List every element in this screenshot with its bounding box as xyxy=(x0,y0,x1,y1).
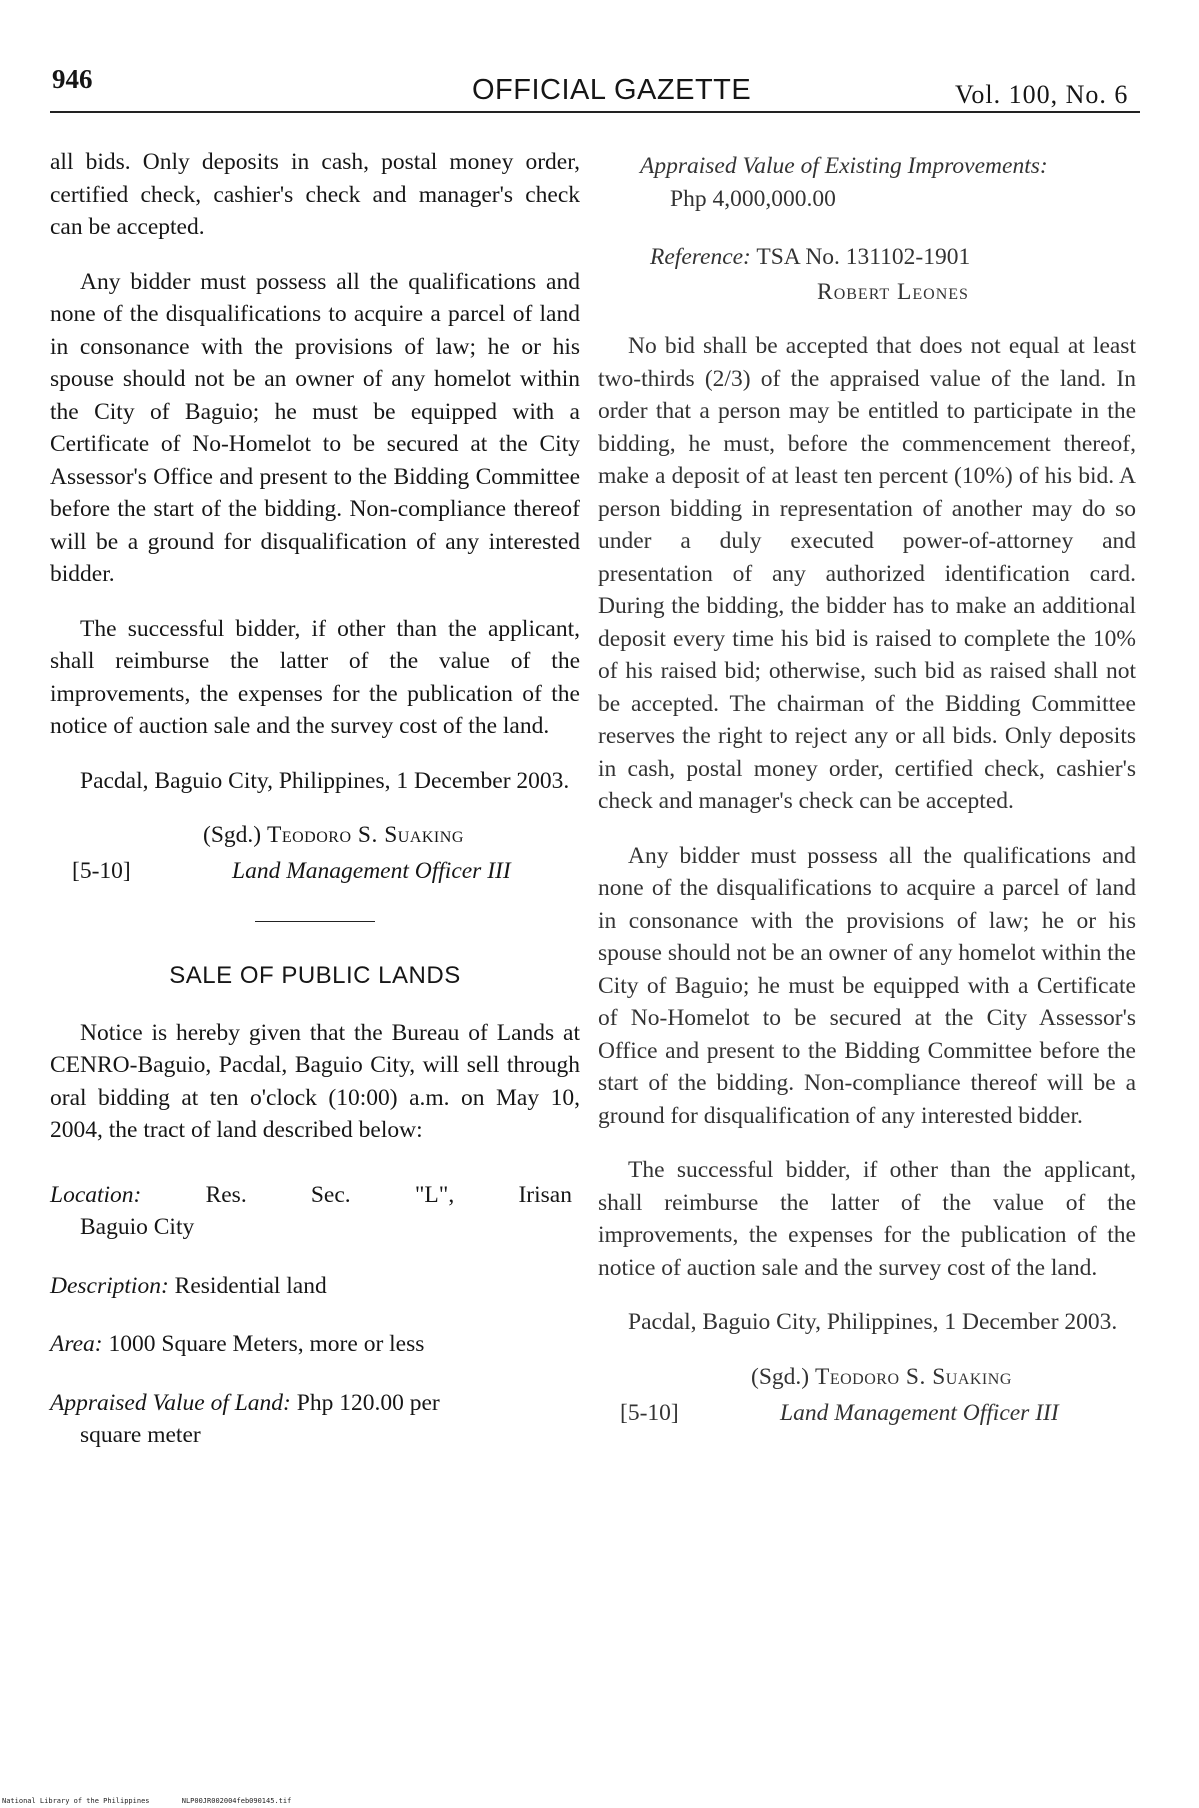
location-word-2: Sec. xyxy=(310,1181,351,1208)
left-paragraph-2: Any bidder must possess all the qualifications and none of the disqualifications to acquire a parcel of land in consonance with the provisions of law; he or his spouse should not be an owner of any homelot within the City of Baguio; he must be equipped with a Certificate of No-Homelot to be secured at the City Assessor's Office and present to the Bidding Committee before the start of the bidding. Non-compliance thereof will be a ground for disqualification of any interested bidder. xyxy=(50,268,580,587)
right-paragraph-1: No bid shall be accepted that does not equal at least two-thirds (2/3) of the appraised value of the land. In order that a person may be entitled to participate in the bidding, he must, before the commencement thereof, make a deposit of at least ten percent (10%) of his bid. A person bidding in representation of another may do so under a duly executed power-of-attorney and presentation of any authorized identification card. During the bidding, the bidder has to make an additional deposit every time his bid is raised to complete the 10% of his raised bid; otherwise, such bid as raised shall not be accepted. The chairman of the Bidding Committee reserves the right to reject any or all bids. Only deposits in cash, postal money order, certified check, cashier's check and manager's check can be accepted. xyxy=(598,333,1136,814)
section-title: SALE OF PUBLIC LANDS xyxy=(169,962,461,989)
right-officer-title: Land Management Officer III xyxy=(780,1399,1059,1426)
left-officer-title: Land Management Officer III xyxy=(232,858,511,884)
left-paragraph-1: all bids. Only deposits in cash, postal money order, certified check, cashier's check and manager's check can be accepted. xyxy=(50,149,580,240)
appraised-land-label: Appraised Value of Land: xyxy=(50,1389,291,1416)
right-reference-code: [5-10] xyxy=(620,1399,679,1426)
sgd-mark: (Sgd.) xyxy=(203,822,262,848)
area-value: 1000 Square Meters, more or less xyxy=(108,1331,425,1357)
section-separator xyxy=(255,921,375,922)
right-paragraph-2: Any bidder must possess all the qualifications and none of the disqualifications to acquire a parcel of land in consonance with the provisions of law; he or his spouse should not be an owner of any homelot within the City of Baguio; he must be equipped with a Certificate of No-Homelot to be secured at the City Assessor's Office and present to the Bidding Committee before the start of the bidding. Non-compliance thereof will be a ground for disqualification of any interested bidder. xyxy=(598,842,1136,1129)
page-title: OFFICIAL GAZETTE xyxy=(472,74,752,106)
right-signature-line xyxy=(751,1361,1012,1394)
right-signatory-name: Teodoro S. Suaking xyxy=(814,1363,1012,1390)
footer-file: NLP00JR002004feb090145.tif xyxy=(181,1797,292,1805)
notice-paragraph: Notice is hereby given that the Bureau of Lands at CENRO-Baguio, Pacdal, Baguio City, will sell through oral bidding at ten o'clock (10:00) a.m. on May 10, 2004, the tract of land described below: xyxy=(50,1019,580,1143)
appraised-land-field xyxy=(50,1387,580,1452)
appraised-improvements-label: Appraised Value of Existing Improvements: xyxy=(640,153,1048,179)
page-number: 946 xyxy=(52,64,93,94)
right-column xyxy=(598,150,1136,1447)
left-signature-line xyxy=(203,819,464,852)
reference-value: TSA No. 131102-1901 xyxy=(756,244,971,270)
left-paragraph-3: The successful bidder, if other than the applicant, shall reimburse the latter of the value of the improvements, the expenses for the publication of the notice of auction sale and the survey cost of the land. xyxy=(50,615,580,739)
location-field xyxy=(50,1179,580,1244)
reference-name: Robert Leones xyxy=(817,278,969,305)
location-label: Location: xyxy=(50,1181,142,1208)
area-label: Area: xyxy=(50,1331,103,1357)
scan-footer xyxy=(2,1797,319,1805)
description-label: Description: xyxy=(50,1272,169,1299)
description-value: Residential land xyxy=(174,1272,327,1299)
footer-library: National Library of the Philippines xyxy=(2,1797,150,1805)
location-cont: Baguio City xyxy=(80,1214,195,1240)
location-word-3: "L", xyxy=(414,1181,455,1208)
location-row xyxy=(50,1179,572,1212)
description-field xyxy=(50,1270,580,1303)
left-signature-block xyxy=(50,819,580,895)
signatory-name: Teodoro S. Suaking xyxy=(266,822,464,848)
volume-info: Vol. 100, No. 6 xyxy=(955,80,1129,109)
left-column xyxy=(50,146,580,1478)
right-paragraph-3: The successful bidder, if other than the applicant, shall reimburse the latter of the value of the improvements, the expenses for the publication of the notice of auction sale and the survey cost of the land. xyxy=(598,1157,1136,1281)
appraised-improvements-value: Php 4,000,000.00 xyxy=(670,185,836,212)
left-place-date: Pacdal, Baguio City, Philippines, 1 December 2003. xyxy=(80,767,570,794)
reference-label: Reference: xyxy=(650,244,751,270)
right-sgd-mark: (Sgd.) xyxy=(751,1363,810,1390)
appraised-land-value: Php 120.00 per xyxy=(296,1389,440,1416)
location-word-1: Res. xyxy=(205,1181,247,1208)
area-field xyxy=(50,1328,580,1361)
left-reference-code: [5-10] xyxy=(72,858,131,884)
right-place-date: Pacdal, Baguio City, Philippines, 1 December 2003. xyxy=(628,1309,1118,1335)
header-rule xyxy=(50,111,1140,113)
appraised-land-cont: square meter xyxy=(80,1422,201,1448)
right-signature-block xyxy=(598,1361,1136,1437)
location-word-4: Irisan xyxy=(518,1181,572,1208)
reference-block xyxy=(598,241,1136,308)
appraised-improvements-field xyxy=(598,150,1136,215)
